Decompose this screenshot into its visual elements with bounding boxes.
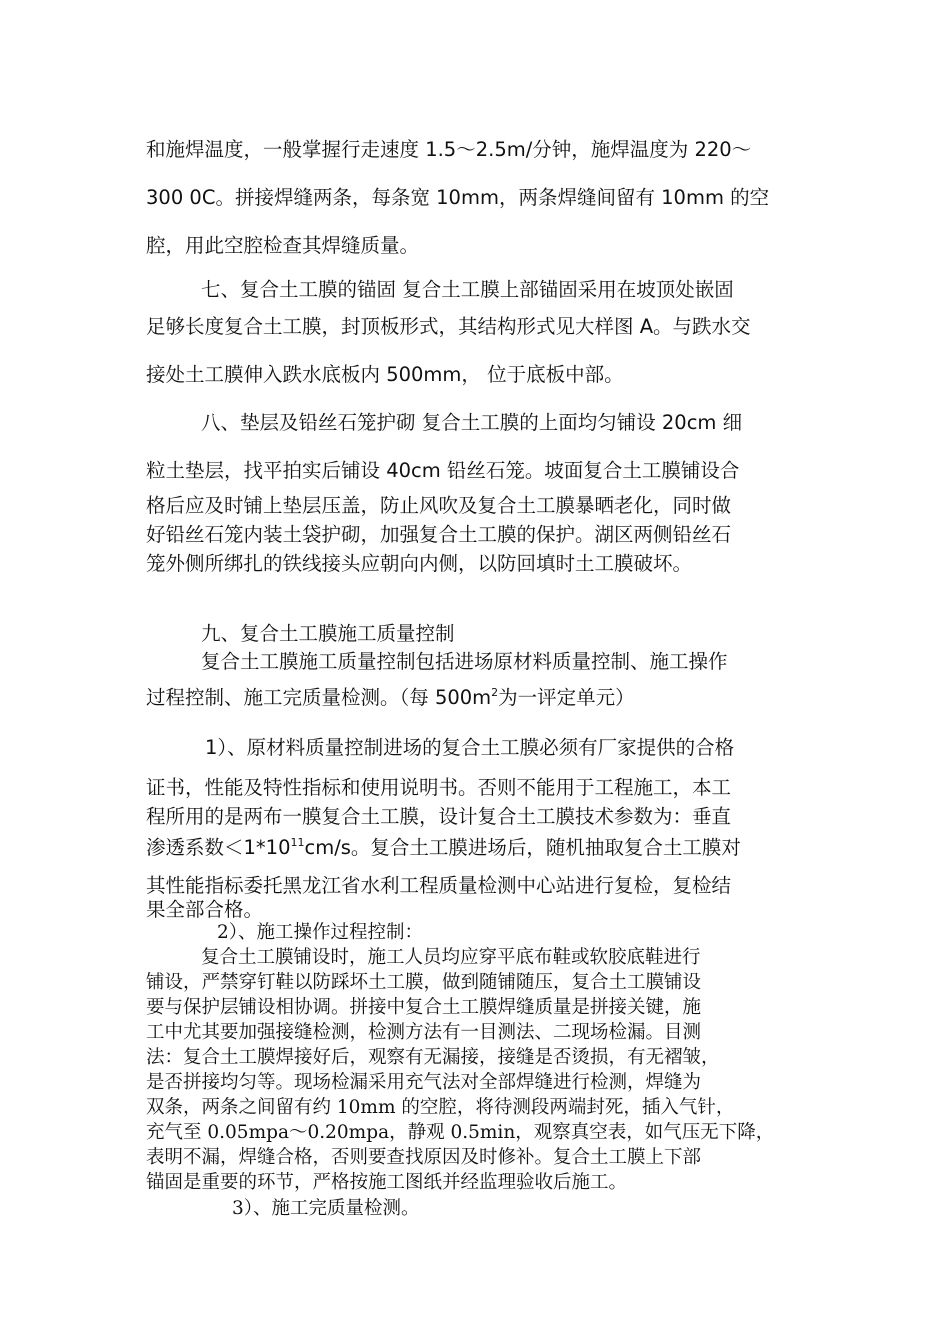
paragraph-line: 证书，性能及特性指标和使用说明书。否则不能用于工程施工，本工 xyxy=(146,776,732,799)
paragraph-line: 笼外侧所绑扎的铁线接头应朝向内侧，以防回填时土工膜破坏。 xyxy=(146,552,693,575)
paragraph-line: 双条，两条之间留有约 10mm 的空腔，将待测段两端封死，插入气针， xyxy=(146,1097,735,1118)
paragraph-line: 粒土垫层，找平拍实后铺设 40cm 铅丝石笼。坡面复合土工膜铺设合 xyxy=(146,459,740,482)
paragraph-line: 锚固是重要的环节，严格按施工图纸并经监理验收后施工。 xyxy=(146,1172,628,1193)
paragraph-line xyxy=(146,686,635,710)
paragraph-line: 铺设，严禁穿钉鞋以防踩坏土工膜，做到随铺随压，复合土工膜铺设 xyxy=(146,972,702,993)
paragraph-line: 复合土工膜施工质量控制包括进场原材料质量控制、施工操作 xyxy=(201,650,728,673)
paragraph-line: 程所用的是两布一膜复合土工膜，设计复合土工膜技术参数为：垂直 xyxy=(146,805,732,828)
paragraph-line: 腔，用此空腔检查其焊缝质量。 xyxy=(146,234,420,257)
superscript: 2 xyxy=(491,686,499,699)
paragraph-line: 其性能指标委托黑龙江省水利工程质量检测中心站进行复检，复检结 xyxy=(146,874,732,897)
paragraph-line: 足够长度复合土工膜，封顶板形式，其结构形式见大样图 A。与跌水交 xyxy=(146,315,751,338)
item-heading: 2）、施工操作过程控制： xyxy=(217,922,424,943)
text-run: 为一评定单元） xyxy=(498,686,635,709)
text-run: 渗透系数＜1*10 xyxy=(146,836,291,859)
paragraph-line: 和施焊温度，一般掌握行走速度 1.5～2.5m/分钟，施焊温度为 220～ xyxy=(146,138,752,161)
paragraph-line: 工中尤其要加强接缝检测，检测方法有一目测法、二现场检漏。目测 xyxy=(146,1022,702,1043)
item-heading: 3）、施工完质量检测。 xyxy=(232,1198,420,1219)
text-run: cm/s。复合土工膜进场后，随机抽取复合土工膜对 xyxy=(304,836,741,859)
section-heading: 九、复合土工膜施工质量控制 xyxy=(201,622,455,645)
text-run: 过程控制、施工完质量检测。（每 500m xyxy=(146,686,492,709)
superscript: 11 xyxy=(290,836,305,849)
paragraph-line: 充气至 0.05mpa～0.20mpa，静观 0.5min，观察真空表，如气压无下降， xyxy=(146,1122,775,1143)
paragraph-line: 格后应及时铺上垫层压盖，防止风吹及复合土工膜暴晒老化，同时做 xyxy=(146,494,732,517)
paragraph-line: 接处土工膜伸入跌水底板内 500mm， 位于底板中部。 xyxy=(146,363,624,386)
section-heading-line: 八、垫层及铅丝石笼护砌 复合土工膜的上面均匀铺设 20cm 细 xyxy=(201,411,743,434)
paragraph-line xyxy=(146,836,741,860)
section-heading-line: 七、复合土工膜的锚固 复合土工膜上部锚固采用在坡顶处嵌固 xyxy=(201,278,734,301)
item-heading-line: 1）、原材料质量控制进场的复合土工膜必须有厂家提供的合格 xyxy=(205,736,735,759)
paragraph-line: 果全部合格。 xyxy=(146,898,264,921)
paragraph-line: 复合土工膜铺设时，施工人员均应穿平底布鞋或软胶底鞋进行 xyxy=(201,947,701,968)
paragraph-line: 法：复合土工膜焊接好后，观察有无漏接，接缝是否烫损，有无褶皱， xyxy=(146,1047,720,1068)
paragraph-line: 是否拼接均匀等。现场检漏采用充气法对全部焊缝进行检测，焊缝为 xyxy=(146,1072,702,1093)
paragraph-line: 要与保护层铺设相协调。拼接中复合土工膜焊缝质量是拼接关键，施 xyxy=(146,997,702,1018)
paragraph-line: 表明不漏，焊缝合格，否则要查找原因及时修补。复合土工膜上下部 xyxy=(146,1147,702,1168)
paragraph-line: 300 0C。拼接焊缝两条，每条宽 10mm，两条焊缝间留有 10mm 的空 xyxy=(146,186,770,209)
paragraph-line: 好铅丝石笼内装土袋护砌，加强复合土工膜的保护。湖区两侧铅丝石 xyxy=(146,523,732,546)
